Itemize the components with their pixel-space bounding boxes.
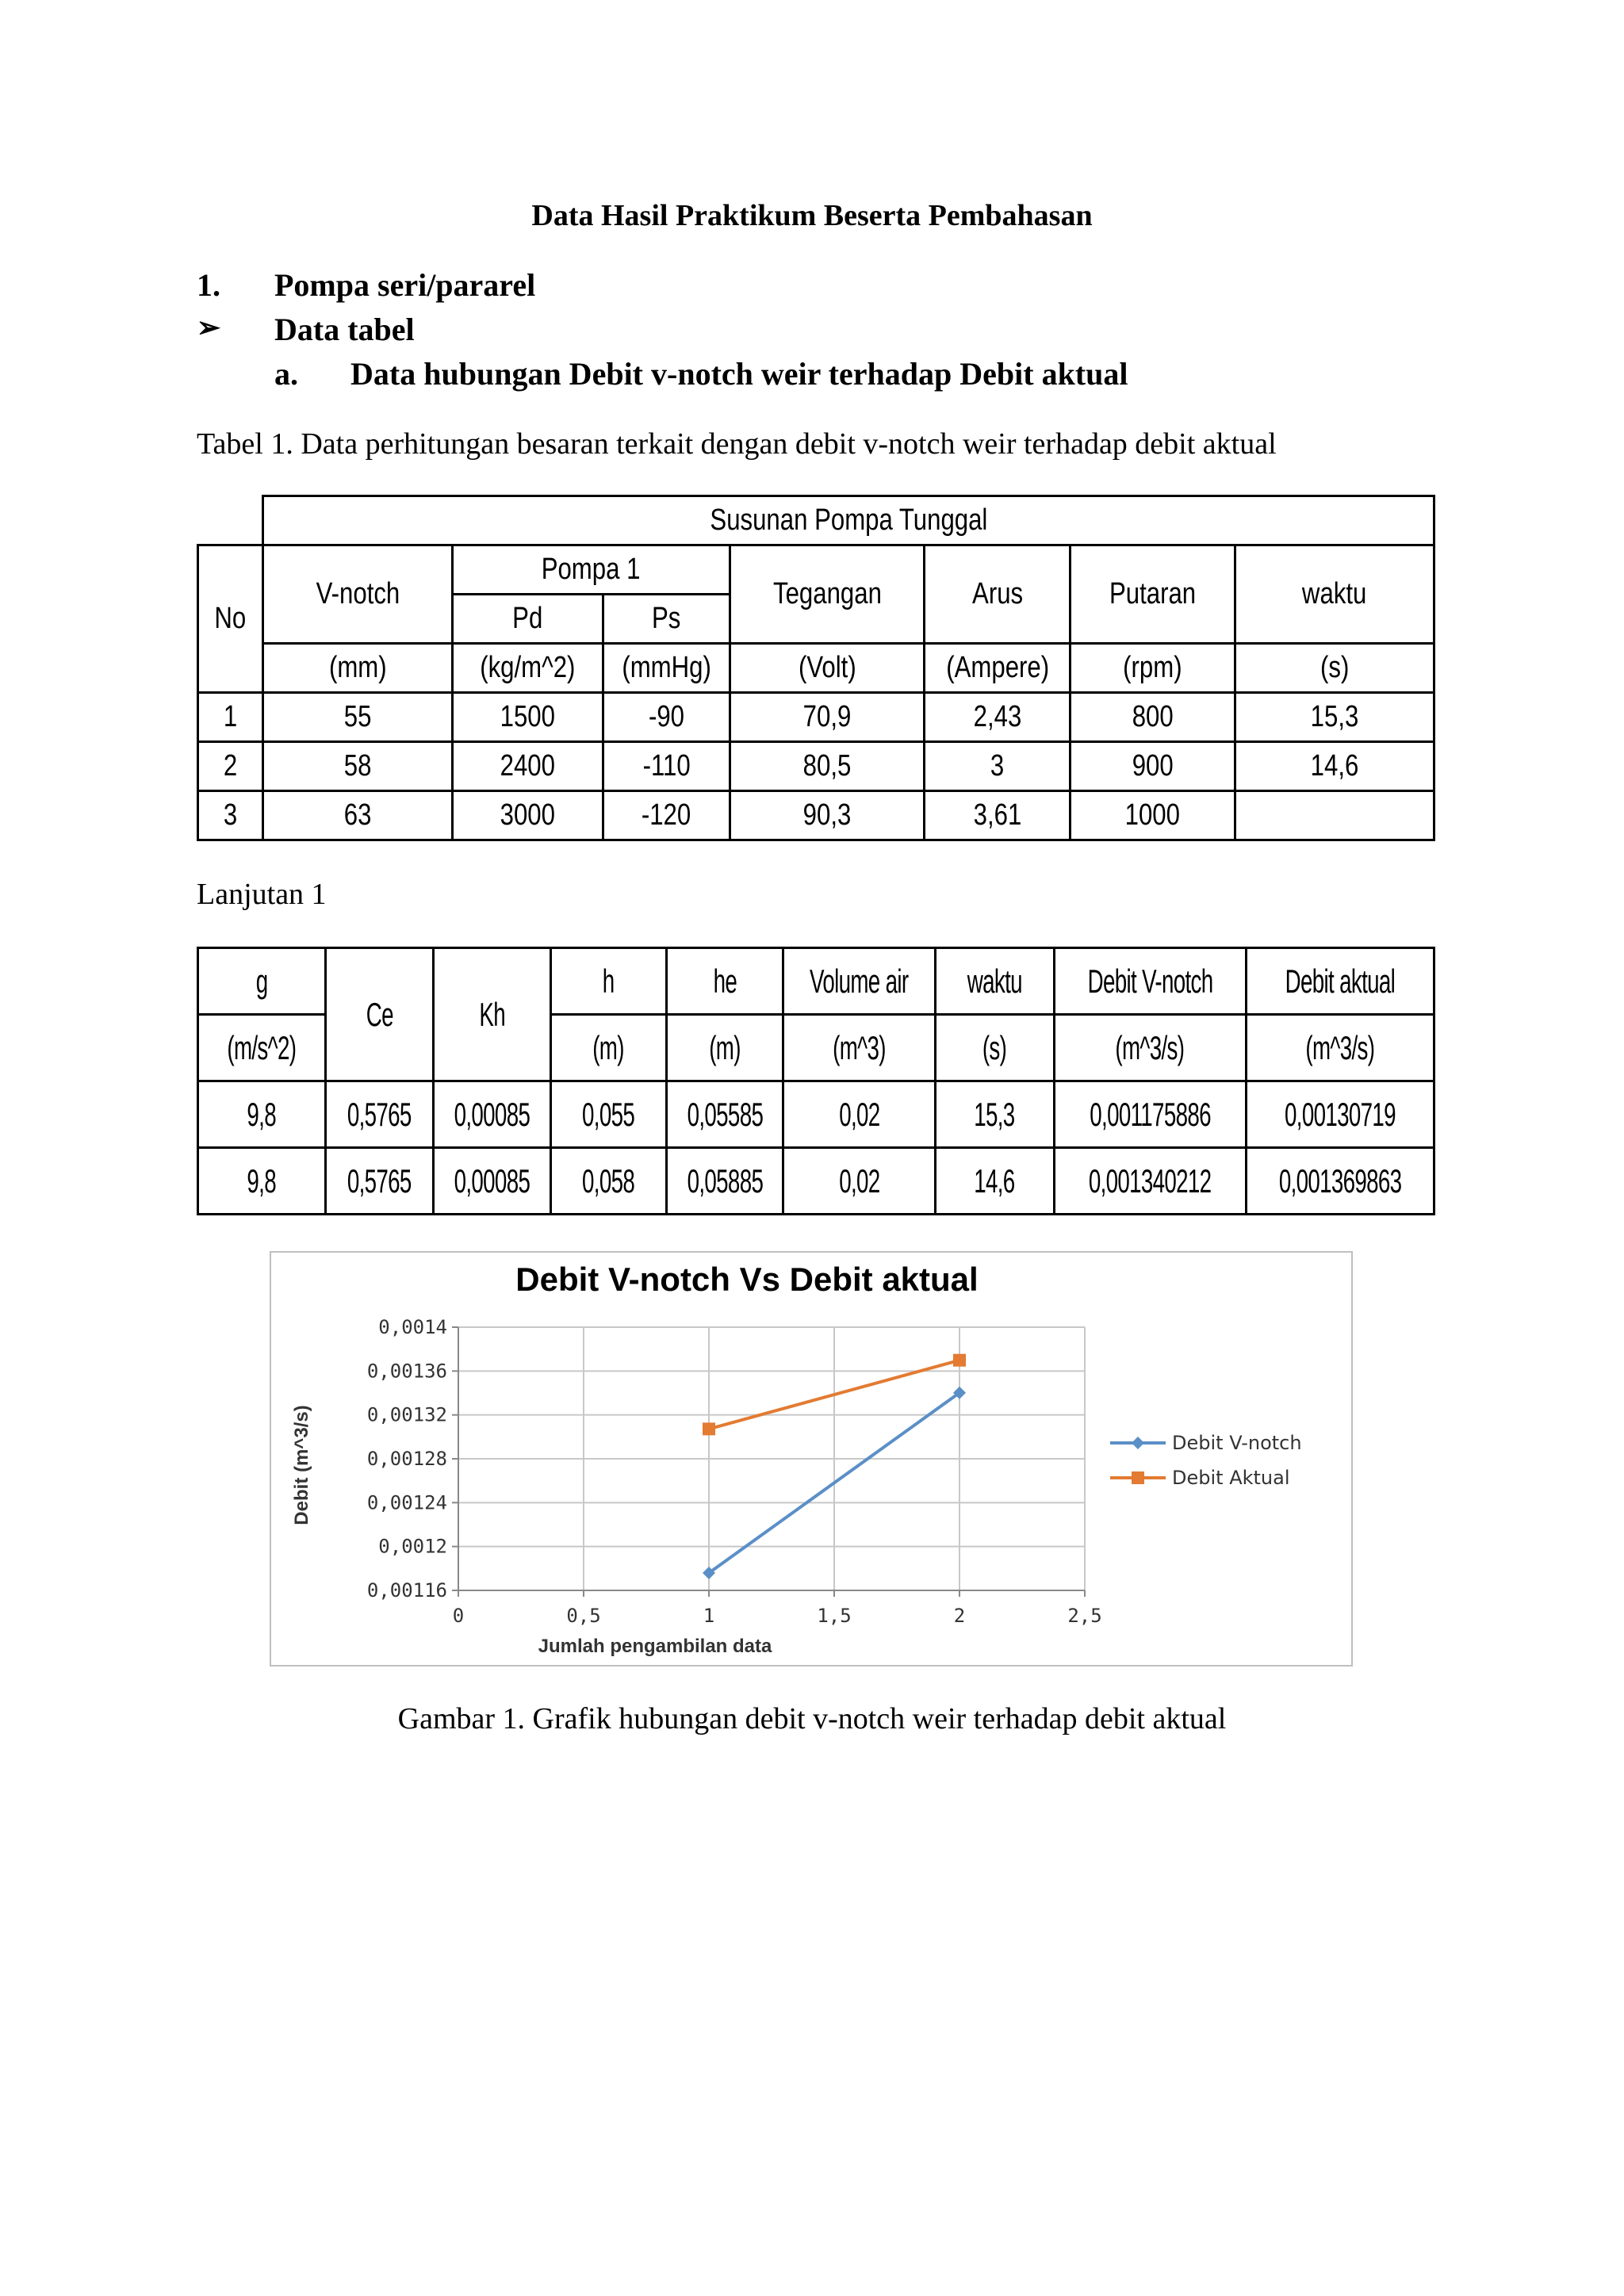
y-tick-label: 0,0012 bbox=[378, 1535, 447, 1558]
continuation-table bbox=[197, 947, 1435, 1215]
chart-container bbox=[270, 1251, 1353, 1667]
table-cell: 80,5 bbox=[730, 742, 925, 791]
ce-header: Ce bbox=[326, 948, 434, 1081]
table-cell: 0,001175886 bbox=[1054, 1081, 1246, 1148]
table-cell: 0,00085 bbox=[434, 1148, 551, 1215]
x-tick-label: 2 bbox=[953, 1605, 966, 1627]
kh-header: Kh bbox=[434, 948, 551, 1081]
table-cell: -120 bbox=[603, 791, 730, 840]
group-header: Susunan Pompa Tunggal bbox=[262, 496, 1434, 545]
y-tick-label: 0,0014 bbox=[378, 1316, 447, 1338]
legend-marker-debit-aktual bbox=[1132, 1471, 1144, 1484]
g-header: g bbox=[198, 948, 326, 1015]
data-point-debit-aktual bbox=[953, 1354, 966, 1367]
unit-cell: (kg/m^2) bbox=[453, 644, 603, 693]
unit-cell: (m) bbox=[551, 1015, 666, 1081]
chart-title: Debit V-notch Vs Debit aktual bbox=[515, 1261, 979, 1298]
table-row bbox=[198, 1148, 1434, 1215]
legend-label-debit-v-notch: Debit V-notch bbox=[1172, 1432, 1302, 1454]
table-cell: -110 bbox=[603, 742, 730, 791]
table-cell: 0,058 bbox=[551, 1148, 666, 1215]
ps-header: Ps bbox=[603, 595, 730, 644]
unit-cell: (m^3/s) bbox=[1246, 1015, 1434, 1081]
table-row bbox=[198, 791, 1434, 840]
waktu-header: waktu bbox=[1235, 545, 1434, 644]
volume-header: Volume air bbox=[783, 948, 935, 1015]
table-cell: 1000 bbox=[1071, 791, 1235, 840]
section-heading: Pompa seri/pararel bbox=[274, 267, 536, 303]
x-tick-label: 0,5 bbox=[566, 1605, 601, 1627]
pump-data-table bbox=[197, 495, 1435, 841]
table-cell: 1500 bbox=[453, 693, 603, 742]
table-cell: 0,055 bbox=[551, 1081, 666, 1148]
unit-cell: (rpm) bbox=[1071, 644, 1235, 693]
table-cell: 55 bbox=[262, 693, 452, 742]
y-tick-label: 0,00124 bbox=[366, 1491, 447, 1514]
y-axis-label: Debit (m^3/s) bbox=[291, 1405, 312, 1525]
table-cell: 58 bbox=[262, 742, 452, 791]
waktu-header: waktu bbox=[935, 948, 1054, 1015]
table-cell: 9,8 bbox=[198, 1148, 326, 1215]
table-cell: 15,3 bbox=[1235, 693, 1434, 742]
bullet-heading: Data tabel bbox=[274, 312, 415, 347]
table1-caption: Tabel 1. Data perhitungan besaran terkait dengan debit v-notch weir terhadap debit aktual bbox=[197, 427, 1277, 461]
h-header: h bbox=[551, 948, 666, 1015]
section-number: 1. bbox=[197, 267, 220, 303]
figure-caption: Gambar 1. Grafik hubungan debit v-notch weir terhadap debit aktual bbox=[397, 1702, 1227, 1735]
table-cell: 14,6 bbox=[935, 1148, 1054, 1215]
subsection-heading: Data hubungan Debit v-notch weir terhadap Debit aktual bbox=[350, 356, 1128, 392]
table-cell: 2 bbox=[198, 742, 263, 791]
legend-marker-debit-v-notch bbox=[1132, 1437, 1144, 1449]
no-header: No bbox=[198, 545, 263, 693]
he-header: he bbox=[666, 948, 783, 1015]
table-cell: 0,001369863 bbox=[1246, 1148, 1434, 1215]
unit-cell: (m^3/s) bbox=[1054, 1015, 1246, 1081]
lanjutan-label: Lanjutan 1 bbox=[197, 878, 327, 911]
putaran-header: Putaran bbox=[1071, 545, 1235, 644]
table-cell: 70,9 bbox=[730, 693, 925, 742]
table-cell: 3000 bbox=[453, 791, 603, 840]
table-row bbox=[198, 742, 1434, 791]
table-cell: 800 bbox=[1071, 693, 1235, 742]
table-cell: 15,3 bbox=[935, 1081, 1054, 1148]
table-cell bbox=[1235, 791, 1434, 840]
unit-cell: (m^3) bbox=[783, 1015, 935, 1081]
table-cell: 2400 bbox=[453, 742, 603, 791]
x-tick-label: 1,5 bbox=[817, 1605, 852, 1627]
table-cell: 900 bbox=[1071, 742, 1235, 791]
table-cell: 9,8 bbox=[198, 1081, 326, 1148]
x-tick-label: 0 bbox=[452, 1605, 465, 1627]
y-tick-label: 0,00136 bbox=[366, 1360, 447, 1383]
table-cell: 0,05585 bbox=[666, 1081, 783, 1148]
page-title: Data Hasil Praktikum Beserta Pembahasan bbox=[531, 199, 1093, 232]
unit-cell: (s) bbox=[935, 1015, 1054, 1081]
arus-header: Arus bbox=[925, 545, 1071, 644]
pd-header: Pd bbox=[453, 595, 603, 644]
table-cell: 0,02 bbox=[783, 1081, 935, 1148]
unit-cell: (mm) bbox=[262, 644, 452, 693]
x-tick-label: 1 bbox=[703, 1605, 715, 1627]
legend-label-debit-aktual: Debit Aktual bbox=[1172, 1467, 1290, 1489]
y-tick-label: 0,00116 bbox=[366, 1579, 447, 1601]
table-cell: -90 bbox=[603, 693, 730, 742]
table-cell: 0,001340212 bbox=[1054, 1148, 1246, 1215]
tegangan-header: Tegangan bbox=[730, 545, 925, 644]
table-cell: 0,5765 bbox=[326, 1081, 434, 1148]
table-cell: 63 bbox=[262, 791, 452, 840]
line-chart bbox=[271, 1253, 1351, 1665]
unit-cell: (s) bbox=[1235, 644, 1434, 693]
unit-cell: (m/s^2) bbox=[198, 1015, 326, 1081]
data-point-debit-aktual bbox=[703, 1422, 715, 1435]
y-tick-label: 0,00128 bbox=[366, 1448, 447, 1470]
table-cell: 0,00085 bbox=[434, 1081, 551, 1148]
empty-corner-cell bbox=[198, 496, 263, 545]
subsection-letter: a. bbox=[274, 356, 298, 392]
unit-cell: (m) bbox=[666, 1015, 783, 1081]
bullet-arrow-icon: ➢ bbox=[197, 312, 221, 343]
table-cell: 0,00130719 bbox=[1246, 1081, 1434, 1148]
table-cell: 3,61 bbox=[925, 791, 1071, 840]
y-tick-label: 0,00132 bbox=[366, 1403, 447, 1426]
vnotch-header: V-notch bbox=[262, 545, 452, 644]
debit-aktual-header: Debit aktual bbox=[1246, 948, 1434, 1015]
table-cell: 3 bbox=[925, 742, 1071, 791]
table-cell: 0,5765 bbox=[326, 1148, 434, 1215]
table-cell: 3 bbox=[198, 791, 263, 840]
unit-cell: (Ampere) bbox=[925, 644, 1071, 693]
unit-cell: (Volt) bbox=[730, 644, 925, 693]
table-cell: 14,6 bbox=[1235, 742, 1434, 791]
unit-cell: (mmHg) bbox=[603, 644, 730, 693]
table-cell: 90,3 bbox=[730, 791, 925, 840]
x-axis-label: Jumlah pengambilan data bbox=[538, 1636, 772, 1657]
table-row bbox=[198, 693, 1434, 742]
table-cell: 0,05885 bbox=[666, 1148, 783, 1215]
table-row bbox=[198, 1081, 1434, 1148]
table-cell: 2,43 bbox=[925, 693, 1071, 742]
debit-vnotch-header: Debit V-notch bbox=[1054, 948, 1246, 1015]
table-cell: 1 bbox=[198, 693, 263, 742]
x-tick-label: 2,5 bbox=[1067, 1605, 1102, 1627]
pompa-header: Pompa 1 bbox=[453, 545, 730, 595]
table-cell: 0,02 bbox=[783, 1148, 935, 1215]
